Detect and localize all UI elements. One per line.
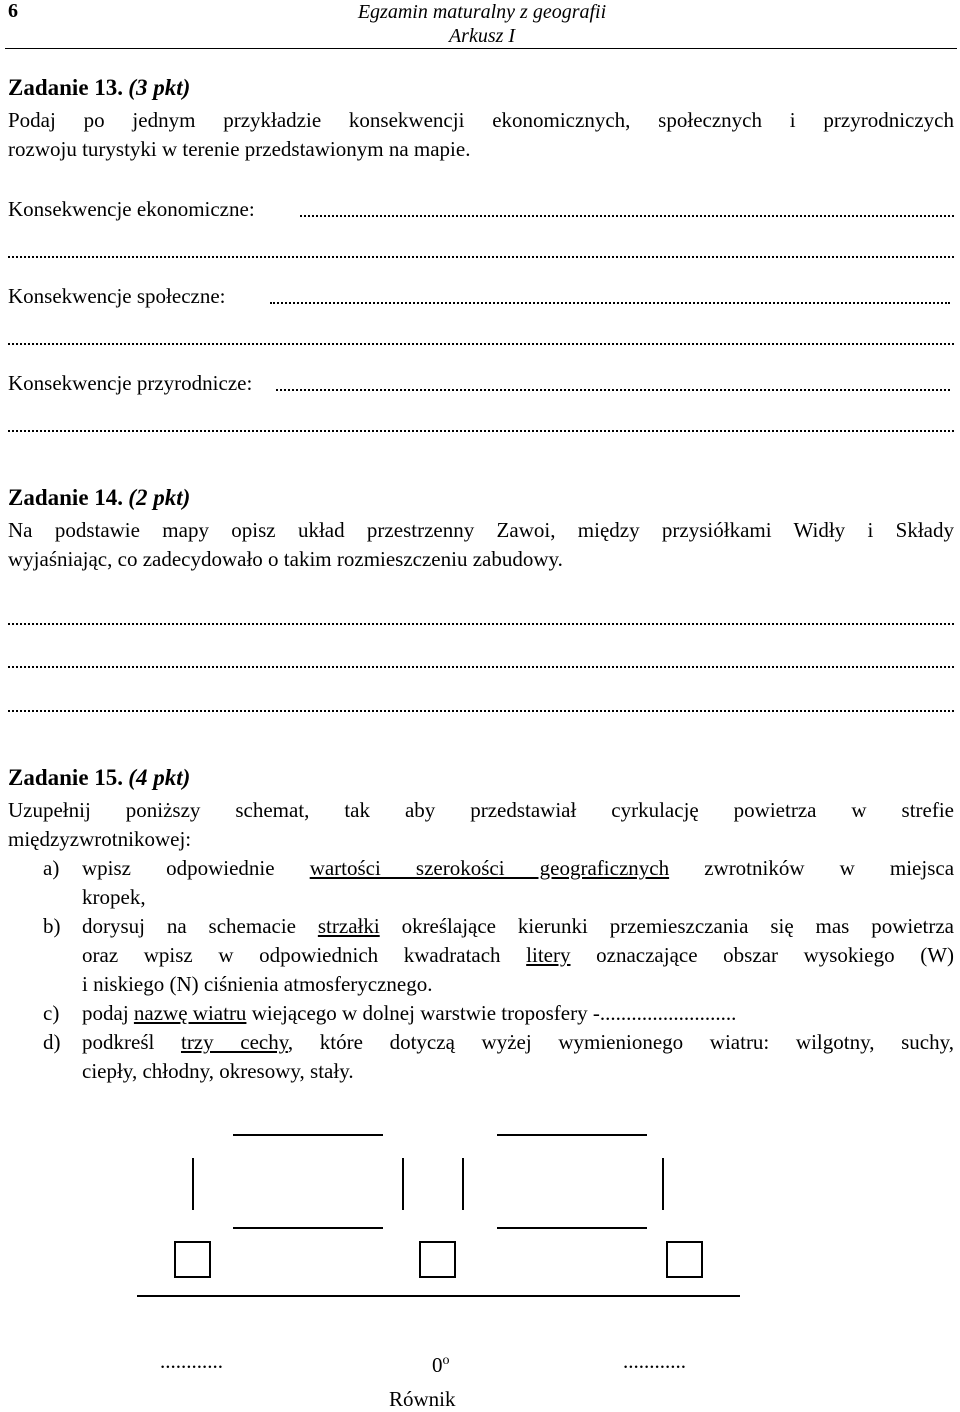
item-d-label: d)	[43, 1030, 61, 1054]
answer-line-task14-2[interactable]	[8, 658, 954, 668]
task13-social-label: Konsekwencje społeczne:	[8, 284, 226, 308]
equator-degree-sign: o	[442, 1353, 450, 1368]
item-b-pre: dorysuj na schemacie	[82, 914, 296, 938]
answer-line-natural-2[interactable]	[8, 422, 954, 432]
task14-points: (2 pkt)	[128, 485, 191, 510]
answer-line-natural-1[interactable]	[276, 379, 950, 391]
item-d-line2: ciepły, chłodny, okresowy, stały.	[82, 1059, 354, 1083]
item-a-pre: wpisz odpowiednie	[82, 856, 275, 880]
page-header-title	[352, 0, 612, 48]
item-b-line2	[82, 942, 954, 968]
item-c-label: c)	[43, 1001, 60, 1025]
task13-points: (3 pkt)	[128, 75, 191, 100]
header-title-line2: Arkusz I	[448, 25, 516, 47]
task15-heading	[8, 765, 954, 791]
answer-line-task14-3[interactable]	[8, 702, 954, 712]
answer-line-economic-1[interactable]	[300, 205, 954, 217]
item-c-line1	[82, 1000, 954, 1026]
task14-title: Zadanie 14.	[8, 485, 124, 510]
equator-latitude-value: 0	[432, 1353, 443, 1377]
task15-intro-line1: Uzupełnij poniższy schemat, tak aby przedstawiał cyrkulację powietrza w strefie	[8, 798, 954, 822]
item-d-pre: podkreśl	[82, 1030, 155, 1054]
page-number: 6	[8, 0, 18, 22]
task14-text-line1: Na podstawie mapy opisz układ przestrzenny Zawoi, między przysiółkami Widły i Składy	[8, 518, 954, 542]
task14-text-line2: wyjaśniając, co zadecydowało o takim rozmieszczeniu zabudowy.	[8, 547, 563, 571]
equator-latitude	[432, 1348, 450, 1378]
task14-heading	[8, 485, 954, 511]
left-latitude-dots[interactable]: ............	[160, 1349, 223, 1373]
equator-label: Równik	[389, 1387, 456, 1411]
item-a-underlined: wartości szerokości geograficznych	[309, 856, 670, 880]
item-c-answer-dots[interactable]: ..........................	[599, 1001, 737, 1025]
pressure-box-right	[667, 1242, 702, 1277]
item-c-post: wiejącego w dolnej warstwie troposfery -	[251, 1001, 600, 1025]
task13-text-line2: rozwoju turystyki w terenie przedstawionym na mapie.	[8, 137, 471, 161]
item-a-line1	[82, 855, 954, 881]
answer-line-task14-1[interactable]	[8, 615, 954, 625]
pressure-box-center	[420, 1242, 455, 1277]
answer-line-economic-2[interactable]	[8, 248, 954, 258]
item-b-line2-underlined: litery	[526, 943, 571, 967]
item-b-post: określające kierunki przemieszczania się mas powietrza	[401, 914, 954, 938]
circulation-schema	[0, 1100, 960, 1410]
item-d-post: , które dotyczą wyżej wymienionego wiatru: wilgotny, suchy,	[287, 1030, 955, 1054]
item-b-line2-post: oznaczające obszar wysokiego (W)	[596, 943, 955, 967]
item-d-underlined: trzy cechy	[180, 1030, 288, 1054]
task13-title: Zadanie 13.	[8, 75, 124, 100]
item-b-line3: i niskiego (N) ciśnienia atmosferycznego.	[82, 972, 433, 996]
task13-natural-label: Konsekwencje przyrodnicze:	[8, 371, 253, 395]
header-rule	[5, 48, 957, 49]
item-b-underlined: strzałki	[317, 914, 380, 938]
item-b-line2-pre: oraz wpisz w odpowiednich kwadratach	[82, 943, 501, 967]
task13-economic-label: Konsekwencje ekonomiczne:	[8, 197, 255, 221]
task15-intro-line2: międzyzwrotnikowej:	[8, 827, 192, 851]
item-c-underlined: nazwę wiatru	[133, 1001, 247, 1025]
task15-points: (4 pkt)	[128, 765, 191, 790]
answer-line-social-2[interactable]	[8, 335, 954, 345]
header-title-line1: Egzamin maturalny z geografii	[357, 1, 607, 23]
item-b-label: b)	[43, 914, 61, 938]
answer-line-social-1[interactable]	[270, 292, 950, 304]
task15-title: Zadanie 15.	[8, 765, 124, 790]
item-d-line1	[82, 1029, 954, 1055]
item-c-pre: podaj	[82, 1001, 129, 1025]
item-a-line2: kropek,	[82, 885, 146, 909]
item-a-post: zwrotników w miejsca	[704, 856, 955, 880]
item-a-label: a)	[43, 856, 60, 880]
pressure-box-left	[175, 1242, 210, 1277]
item-b-line1	[82, 913, 954, 939]
schema-drawing	[0, 1100, 960, 1410]
task13-heading	[8, 75, 954, 101]
right-latitude-dots[interactable]: ............	[623, 1349, 686, 1373]
task13-text-line1: Podaj po jednym przykładzie konsekwencji ekonomicznych, społecznych i przyrodniczych	[8, 108, 954, 132]
